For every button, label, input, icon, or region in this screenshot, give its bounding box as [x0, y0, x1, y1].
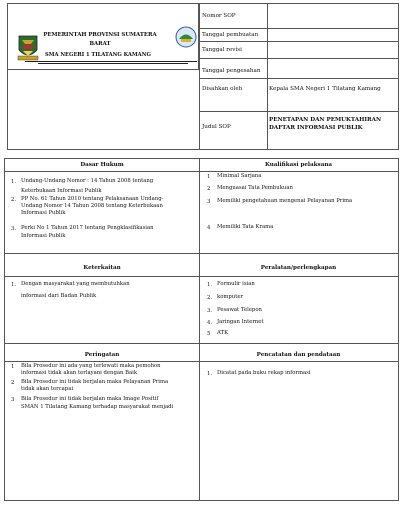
label-judul-sop: Judul SOP	[202, 124, 231, 130]
sop-header-table	[7, 3, 399, 150]
list-number: 2.	[207, 295, 213, 301]
school-name: SMA NEGERI 1 TILATANG KAMANG	[45, 52, 151, 58]
list-item: ATK	[217, 330, 229, 336]
section-divider	[5, 361, 398, 362]
list-item-line: Keterbukaan Informasi Publik	[21, 188, 102, 194]
section-divider	[5, 253, 398, 254]
list-item-line: Bila Prosedur ini tidak berjalan maka Image Positif	[21, 396, 159, 402]
header-underline-2	[38, 63, 188, 64]
list-number: 2.	[11, 197, 17, 203]
value-judul-sop-line2: DAFTAR INFORMASI PUBLIK	[269, 125, 363, 131]
list-item-line: PP No. 61 Tahun 2010 tentang Pelaksanaan Undang-	[21, 196, 164, 202]
list-number: 5	[207, 331, 211, 337]
list-item-line: Dengan masyarakat yang membutuhkan	[21, 281, 130, 287]
list-item: Memiliki pengetahuan mengenai Pelayanan Prima	[217, 198, 353, 204]
heading-peringatan: Peringatan	[84, 352, 120, 358]
list-number: 2	[207, 186, 211, 192]
section-divider	[5, 276, 398, 277]
row-nomor-sop	[199, 4, 399, 29]
list-item: Jaringan Internet	[217, 319, 264, 325]
row-tanggal-pembuatan	[199, 29, 399, 42]
list-item-line: Undang Nomor 14 Tahun 2008 tentang Keterbukaan	[21, 203, 163, 209]
heading-pencatatan: Pencatatan dan pendataan	[256, 352, 341, 358]
list-item: Memiliki Tata Krama	[217, 224, 274, 230]
list-item: Minimal Sarjana	[217, 173, 262, 179]
list-number: 4	[207, 225, 211, 231]
row-judul-sop	[199, 112, 399, 149]
list-number: 1.	[207, 282, 213, 288]
list-number: 3	[207, 199, 211, 205]
list-item-line: Bila Prosedur ini tidak berjalan maka Pelayanan Prima	[21, 379, 169, 385]
heading-dasar-hukum: Dasar Hukum	[80, 162, 124, 168]
heading-peralatan: Peralatan/perlengkapan	[260, 265, 337, 271]
list-item-line: SMAN 1 Tilatang Kamang terhadap masyarakat menjadi	[21, 404, 174, 410]
list-item-line: Informasi Publik	[21, 233, 66, 239]
row-tanggal-revisi	[199, 42, 399, 59]
list-item-line: informasi tidak akan terlayani dengan Baik	[21, 370, 138, 376]
sop-body-table	[4, 158, 399, 501]
section-divider	[5, 343, 398, 344]
list-number: 1	[207, 174, 211, 180]
school-logo-icon	[175, 26, 197, 48]
label-nomor-sop: Nomor SOP	[202, 13, 236, 19]
label-tanggal-revisi: Tanggal revisi	[202, 47, 242, 53]
list-number: 3.	[11, 226, 17, 232]
header-underline	[25, 61, 197, 62]
list-item: Menguasai Tata Pembukuan	[217, 185, 293, 191]
row-tanggal-pengesahan	[199, 59, 399, 79]
org-name-line1: PEMERINTAH PROVINSI SUMATERA	[43, 32, 157, 38]
list-item-line: informasi dari Badan Publik	[21, 293, 97, 299]
list-item: Formulir isian	[217, 281, 255, 287]
label-disahkan-oleh: Disahkan oleh	[202, 86, 243, 92]
list-number: 1.	[11, 179, 17, 185]
label-tanggal-pengesahan: Tanggal pengesahan	[202, 68, 261, 74]
list-number: 1.	[207, 371, 213, 377]
list-number: 1.	[11, 282, 17, 288]
heading-kualifikasi: Kualifikasi pelaksana	[264, 162, 333, 168]
list-number: 4.	[207, 320, 213, 326]
list-item-line: Perki No 1 Tahun 2017 tentang Pengklasifikasian	[21, 225, 154, 231]
identity-cell	[8, 4, 199, 70]
list-number: 2	[11, 380, 15, 386]
list-number: 1	[11, 364, 15, 370]
label-tanggal-pembuatan: Tanggal pembuatan	[202, 32, 259, 38]
list-item: Pesawat Telepon	[217, 307, 262, 313]
value-disahkan-oleh: Kepala SMA Negeri 1 Tilatang Kamang	[269, 86, 381, 92]
heading-keterkaitan: Keterkaitan	[83, 265, 121, 271]
list-item-line: Informasi Publik	[21, 210, 66, 216]
list-item-line: Undang-Undang Nomor : 14 Tahun 2008 tentang	[21, 178, 154, 184]
value-judul-sop-line1: PENETAPAN DAN PEMUKTAHIRAN	[269, 117, 382, 123]
list-item: komputer	[217, 294, 244, 300]
list-number: 3.	[207, 308, 213, 314]
section-divider	[5, 171, 398, 172]
list-item: Dicatat pada buku rekap informasi	[217, 370, 311, 376]
column-divider	[199, 159, 200, 500]
province-crest-icon	[17, 34, 39, 62]
row-disahkan-oleh	[199, 79, 399, 112]
list-item-line: Bila Prosedur ini ada yang terlewati maka pemohon	[21, 363, 161, 369]
list-item-line: tidak akan tercapai	[21, 386, 74, 392]
org-name-line2: BARAT	[89, 41, 111, 47]
list-number: 3	[11, 397, 15, 403]
